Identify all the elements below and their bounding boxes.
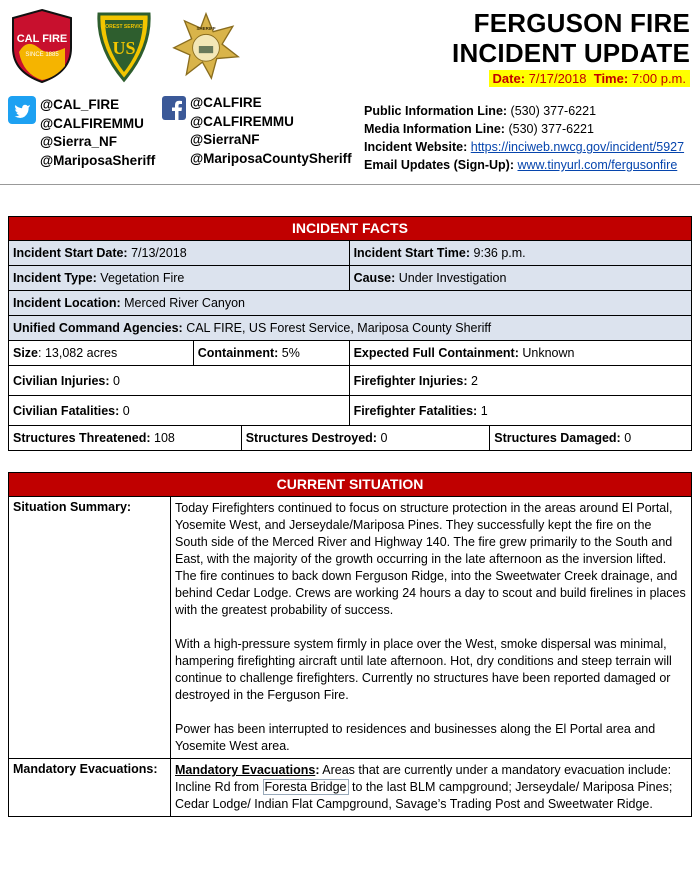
structures-threatened-cell: Structures Threatened: 108	[9, 426, 242, 451]
sheriff-star-icon	[172, 8, 240, 84]
calfire-logo-text: CAL FIRE	[16, 33, 68, 45]
agency-logos	[8, 6, 240, 86]
situation-summary	[171, 497, 692, 759]
public-info-phone: (530) 377-6221	[510, 104, 597, 118]
info-lines: Public Information Line: (530) 377-6221 Media Information Line: (530) 377-6221 Incident Website: https://inciweb.nwcg.gov/incident/5927 Email Updates (Sign-Up): www.tinyurl.com/fergusonfire	[364, 104, 685, 172]
summary-paragraph: With a high-pressure system firmly in place over the West, smoke dispersal was minimal, hampering firefighting aircraft until late afternoon. Hot, dry conditions and steep terrain will continue to challenge firefighters. Currently no structures have been reported damaged or destroyed in the Ferguson Fire.	[175, 637, 672, 702]
summary-paragraph: Power has been interrupted to residences and businesses along the El Portal area and Yosemite West area.	[175, 722, 656, 753]
facebook-handles	[162, 96, 352, 168]
current-situation-heading: CURRENT SITUATION	[9, 473, 692, 497]
structures-destroyed-cell: Structures Destroyed: 0	[241, 426, 490, 451]
summary-paragraph: Today Firefighters continued to focus on structure protection in the areas around El Portal, Yosemite West, and Jerseydale/Mariposa Pines. They successfully kept the fire on the South side of the Merced River and Highway 140. The fire grew primarily to the South and East, with the majority of the growth occurring in the late afternoon as the inversion lifted. The fire continues to back down Ferguson Ridge, into the Sweetwater Creek drainage, and behind Cedar Lodge. Crews are working 24 hours a day to scout and build firelines in places with the greatest probability of success.	[175, 501, 686, 617]
facebook-handle[interactable]: @MariposaCountySheriff	[190, 150, 352, 166]
firefighter-injuries-cell: Firefighter Injuries: 2	[349, 366, 691, 396]
civilian-fatalities-cell: Civilian Fatalities: 0	[9, 396, 350, 426]
structures-damaged-cell: Structures Damaged: 0	[490, 426, 692, 451]
evacuations-label: Mandatory Evacuations:	[9, 759, 171, 817]
situation-summary-label: Situation Summary:	[9, 497, 171, 759]
containment-cell: Containment: 5%	[193, 341, 349, 366]
facebook-icon	[162, 96, 186, 120]
incident-facts-heading: INCIDENT FACTS	[9, 217, 692, 241]
svg-text:SHERIFF: SHERIFF	[196, 25, 216, 31]
start-date-cell: Incident Start Date: 7/13/2018	[9, 241, 350, 266]
location-cell: Incident Location: Merced River Canyon	[9, 291, 692, 316]
foresta-bridge-text: Foresta Bridge	[264, 780, 347, 794]
current-situation-table	[8, 472, 692, 817]
media-info-phone: (530) 377-6221	[508, 122, 594, 136]
incident-type-cell: Incident Type: Vegetation Fire	[9, 266, 350, 291]
cause-cell: Cause: Under Investigation	[349, 266, 691, 291]
facebook-handle[interactable]: @CALFIRE	[190, 95, 262, 110]
size-cell: Size: 13,082 acres	[9, 341, 194, 366]
svg-text:FOREST SERVICE: FOREST SERVICE	[102, 24, 146, 30]
facebook-handle[interactable]: @SierraNF	[190, 132, 260, 147]
page-title: FERGUSON FIRE	[473, 8, 690, 38]
incident-facts-table	[8, 216, 692, 451]
page-subtitle: INCIDENT UPDATE	[452, 38, 690, 68]
firefighter-fatalities-cell: Firefighter Fatalities: 1	[349, 396, 691, 426]
usfs-shield-icon	[90, 8, 158, 84]
header-divider	[0, 184, 700, 185]
expected-containment-cell: Expected Full Containment: Unknown	[349, 341, 691, 366]
contact-strip	[8, 96, 696, 176]
twitter-handle[interactable]: @Sierra_NF	[40, 134, 117, 149]
twitter-handle[interactable]: @CAL_FIRE	[40, 97, 120, 112]
facebook-handle[interactable]: @CALFIREMMU	[190, 113, 294, 129]
date-time-banner: Date: 7/17/2018 Time: 7:00 p.m.	[489, 70, 690, 87]
twitter-handles	[8, 96, 155, 170]
report-time: 7:00 p.m.	[631, 71, 686, 86]
incident-website-link[interactable]: https://inciweb.nwcg.gov/incident/5927	[470, 140, 685, 154]
email-signup-link[interactable]: www.tinyurl.com/fergusonfire	[517, 158, 678, 172]
svg-text:SINCE 1885: SINCE 1885	[25, 52, 59, 58]
twitter-handle[interactable]: @CALFIREMMU	[40, 115, 144, 131]
agencies-cell: Unified Command Agencies: CAL FIRE, US Forest Service, Mariposa County Sheriff	[9, 316, 692, 341]
twitter-icon	[8, 96, 36, 124]
calfire-logo-icon	[8, 8, 76, 84]
twitter-handle[interactable]: @MariposaSheriff	[40, 152, 156, 168]
report-date: 7/17/2018	[528, 71, 587, 86]
title-block	[452, 8, 690, 88]
evacuations-text: Mandatory Evacuations: Areas that are currently under a mandatory evacuation include: Incline Rd from Foresta Bridge to the last BLM campground; Jerseydale/ Mariposa Pines; Cedar Lodge/ Indian Flat Campground, Savage’s Trading Post and Sweetwater Ridge.	[171, 759, 692, 817]
svg-text:US: US	[112, 38, 136, 58]
start-time-cell: Incident Start Time: 9:36 p.m.	[349, 241, 691, 266]
civilian-injuries-cell: Civilian Injuries: 0	[9, 366, 350, 396]
